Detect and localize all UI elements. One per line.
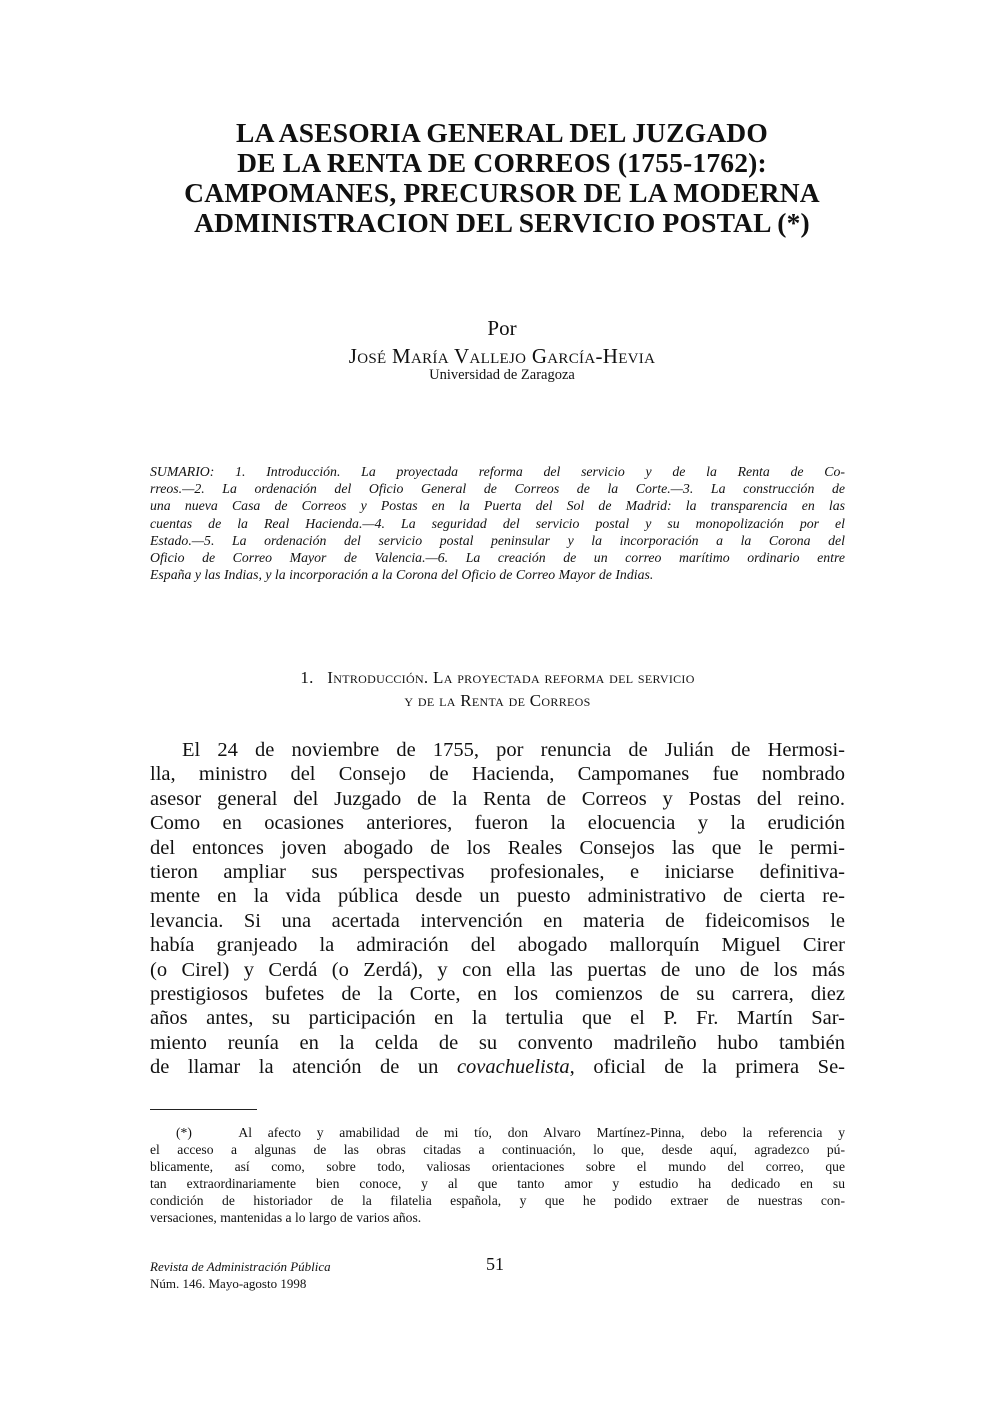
journal-name: Revista de Administración Pública [150, 1259, 331, 1274]
section-heading-line: 1. Introducción. La proyectada reforma del servicio [300, 668, 695, 687]
journal-footer [150, 1258, 331, 1292]
italic-term: covachuelista [456, 1056, 570, 1079]
body-line: Como en ocasiones anteriores, fueron la elocuencia y la erudición [150, 812, 845, 835]
body-line: años antes, su participación en la tertulia que el P. Fr. Martín Sar- [150, 1007, 845, 1030]
section-heading-line: y de la Renta de Correos [404, 691, 591, 710]
body-line: levancia. Si una acertada intervención en materia de fideicomisos le [150, 909, 845, 932]
summary-line: Estado.—5. La ordenación del servicio postal peninsular y la incorporación a la Corona del [150, 532, 845, 548]
summary-line: cuentas de la Real Hacienda.—4. La seguridad del servicio postal y su monopolización por el [150, 515, 845, 531]
footnote-line: el acceso a algunas de las obras citadas a continuación, lo que, desde aquí, agradezco pú- [150, 1142, 845, 1157]
body-line-last [150, 1055, 845, 1079]
body-line: había granjeado la admiración del abogado mallorquín Miguel Cirer [150, 934, 845, 957]
summary-line: SUMARIO: 1. Introducción. La proyectada reforma del servicio y de la Renta de Co- [150, 464, 845, 479]
footnote [150, 1124, 845, 1226]
body-paragraph [150, 738, 845, 1079]
section-heading [150, 666, 845, 712]
body-text-span: de llamar la atención de un [150, 1056, 457, 1079]
body-line: miento reunía en la celda de su convento madrileño hubo también [150, 1031, 845, 1054]
footnote-line: versaciones, mantenidas a lo largo de varios años. [150, 1210, 422, 1225]
body-line: El 24 de noviembre de 1755, por renuncia de Julián de Hermosi- [182, 739, 845, 761]
journal-issue: Núm. 146. Mayo-agosto 1998 [150, 1276, 307, 1291]
byline-por: Por [487, 316, 517, 340]
summary-line: una nueva Casa de Correos y Postas en la Puerta del Sol de Madrid: la transparencia en las [150, 498, 845, 514]
page-number: 51 [486, 1254, 504, 1274]
body-line: mente en la vida pública desde un puesto administrativo de cierta re- [150, 885, 845, 908]
body-line: lla, ministro del Consejo de Hacienda, Campomanes fue nombrado [150, 763, 845, 786]
summary-line: Oficio de Correo Mayor de Valencia.—6. La creación de un correo marítimo ordinario entre [150, 549, 845, 565]
body-line: asesor general del Juzgado de la Renta de Correos y Postas del reino. [150, 787, 845, 810]
footnote-line: condición de historiador de la filatelia española, y que he podido extraer de nuestras con- [150, 1193, 845, 1208]
body-line: prestigiosos bufetes de la Corte, en los comienzos de su carrera, diez [150, 982, 845, 1005]
summary-line: rreos.—2. La ordenación del Oficio General de Correos de la Corte.—3. La construcción de [150, 481, 845, 497]
title-line: ADMINISTRACION DEL SERVICIO POSTAL (*) [194, 207, 810, 238]
body-text-span: , oficial de la primera Se- [569, 1056, 845, 1079]
title-line: LA ASESORIA GENERAL DEL JUZGADO [236, 117, 768, 148]
body-line: del entonces joven abogado de los Reales Consejos las que le permi- [150, 836, 845, 859]
footnote-line: tan extraordinariamente bien conoce, y al que tanto amor y estudio ha dedicado en su [150, 1176, 845, 1191]
summary-line: España y las Indias, y la incorporación a la Corona del Oficio de Correo Mayor de Indias. [150, 567, 654, 583]
summary-block [150, 463, 845, 583]
title-line: CAMPOMANES, PRECURSOR DE LA MODERNA [184, 177, 820, 208]
footnote-line: (*) Al afecto y amabilidad de mi tío, don Alvaro Martínez-Pinna, debo la referencia y [176, 1125, 845, 1140]
body-line: tieron ampliar sus perspectivas profesionales, e iniciarse definitiva- [150, 860, 845, 883]
footnote-line: blicamente, así como, sobre todo, valiosas orientaciones sobre el mundo del correo, que [150, 1159, 845, 1174]
body-line: (o Cirel) y Cerdá (o Zerdá), y con ella las puertas de uno de los más [150, 958, 845, 981]
author-name: José María Vallejo García-Hevia [348, 344, 656, 368]
title-line: DE LA RENTA DE CORREOS (1755-1762): [237, 147, 767, 178]
author-affiliation: Universidad de Zaragoza [429, 367, 575, 383]
footnote-rule [150, 1109, 257, 1110]
article-title [120, 118, 884, 238]
